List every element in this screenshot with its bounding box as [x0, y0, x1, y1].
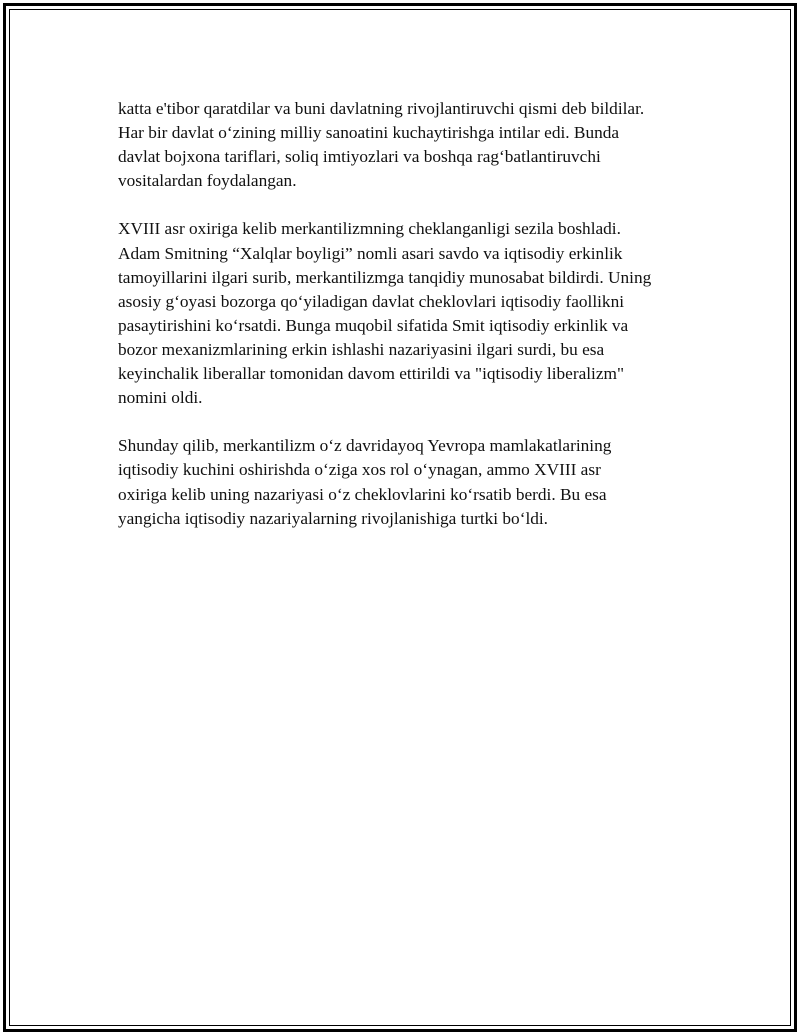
text-line: XVIII asr oxiriga kelib merkantilizmning cheklanganligi sezila boshladi.	[118, 219, 621, 239]
text-line: katta e'tibor qaratdilar va buni davlatning rivojlantiruvchi qismi deb bildilar.	[118, 99, 645, 118]
paragraph-1	[118, 97, 698, 193]
text-line: vositalardan foydalangan.	[118, 171, 297, 191]
text-line: yangicha iqtisodiy nazariyalarning rivojlanishiga turtki bo‘ldi.	[118, 508, 549, 528]
paragraph-3	[118, 434, 698, 530]
text-line: iqtisodiy kuchini oshirishda o‘ziga xos rol o‘ynagan, ammo XVIII asr	[118, 460, 601, 480]
page-border	[3, 3, 797, 1032]
text-line: Har bir davlat o‘zining milliy sanoatini kuchaytirishga intilar edi. Bunda	[118, 123, 620, 143]
text-line: Shunday qilib, merkantilizm o‘z davridayoq Yevropa mamlakatlarining	[118, 436, 612, 456]
text-line: oxiriga kelib uning nazariyasi o‘z cheklovlarini ko‘rsatib berdi. Bu esa	[118, 484, 607, 504]
text-line: bozor mexanizmlarining erkin ishlashi nazariyasini ilgari surdi, bu esa	[118, 339, 605, 359]
text-line: davlat bojxona tariflari, soliq imtiyozlari va boshqa rag‘batlantiruvchi	[118, 147, 601, 167]
text-line: pasaytirishini ko‘rsatdi. Bunga muqobil sifatida Smit iqtisodiy erkinlik va	[118, 315, 629, 335]
text-line: keyinchalik liberallar tomonidan davom ettirildi va "iqtisodiy liberalizm"	[118, 364, 625, 384]
text-line: asosiy g‘oyasi bozorga qo‘yiladigan davlat cheklovlari iqtisodiy faollikni	[118, 291, 625, 311]
text-line: nomini oldi.	[118, 388, 203, 408]
paragraph-2	[118, 217, 698, 410]
text-line: Adam Smitning “Xalqlar boyligi” nomli asari savdo va iqtisodiy erkinlik	[118, 243, 623, 263]
document-body	[118, 97, 698, 555]
text-line: tamoyillarini ilgari surib, merkantilizmga tanqidiy munosabat bildirdi. Uning	[118, 267, 652, 287]
